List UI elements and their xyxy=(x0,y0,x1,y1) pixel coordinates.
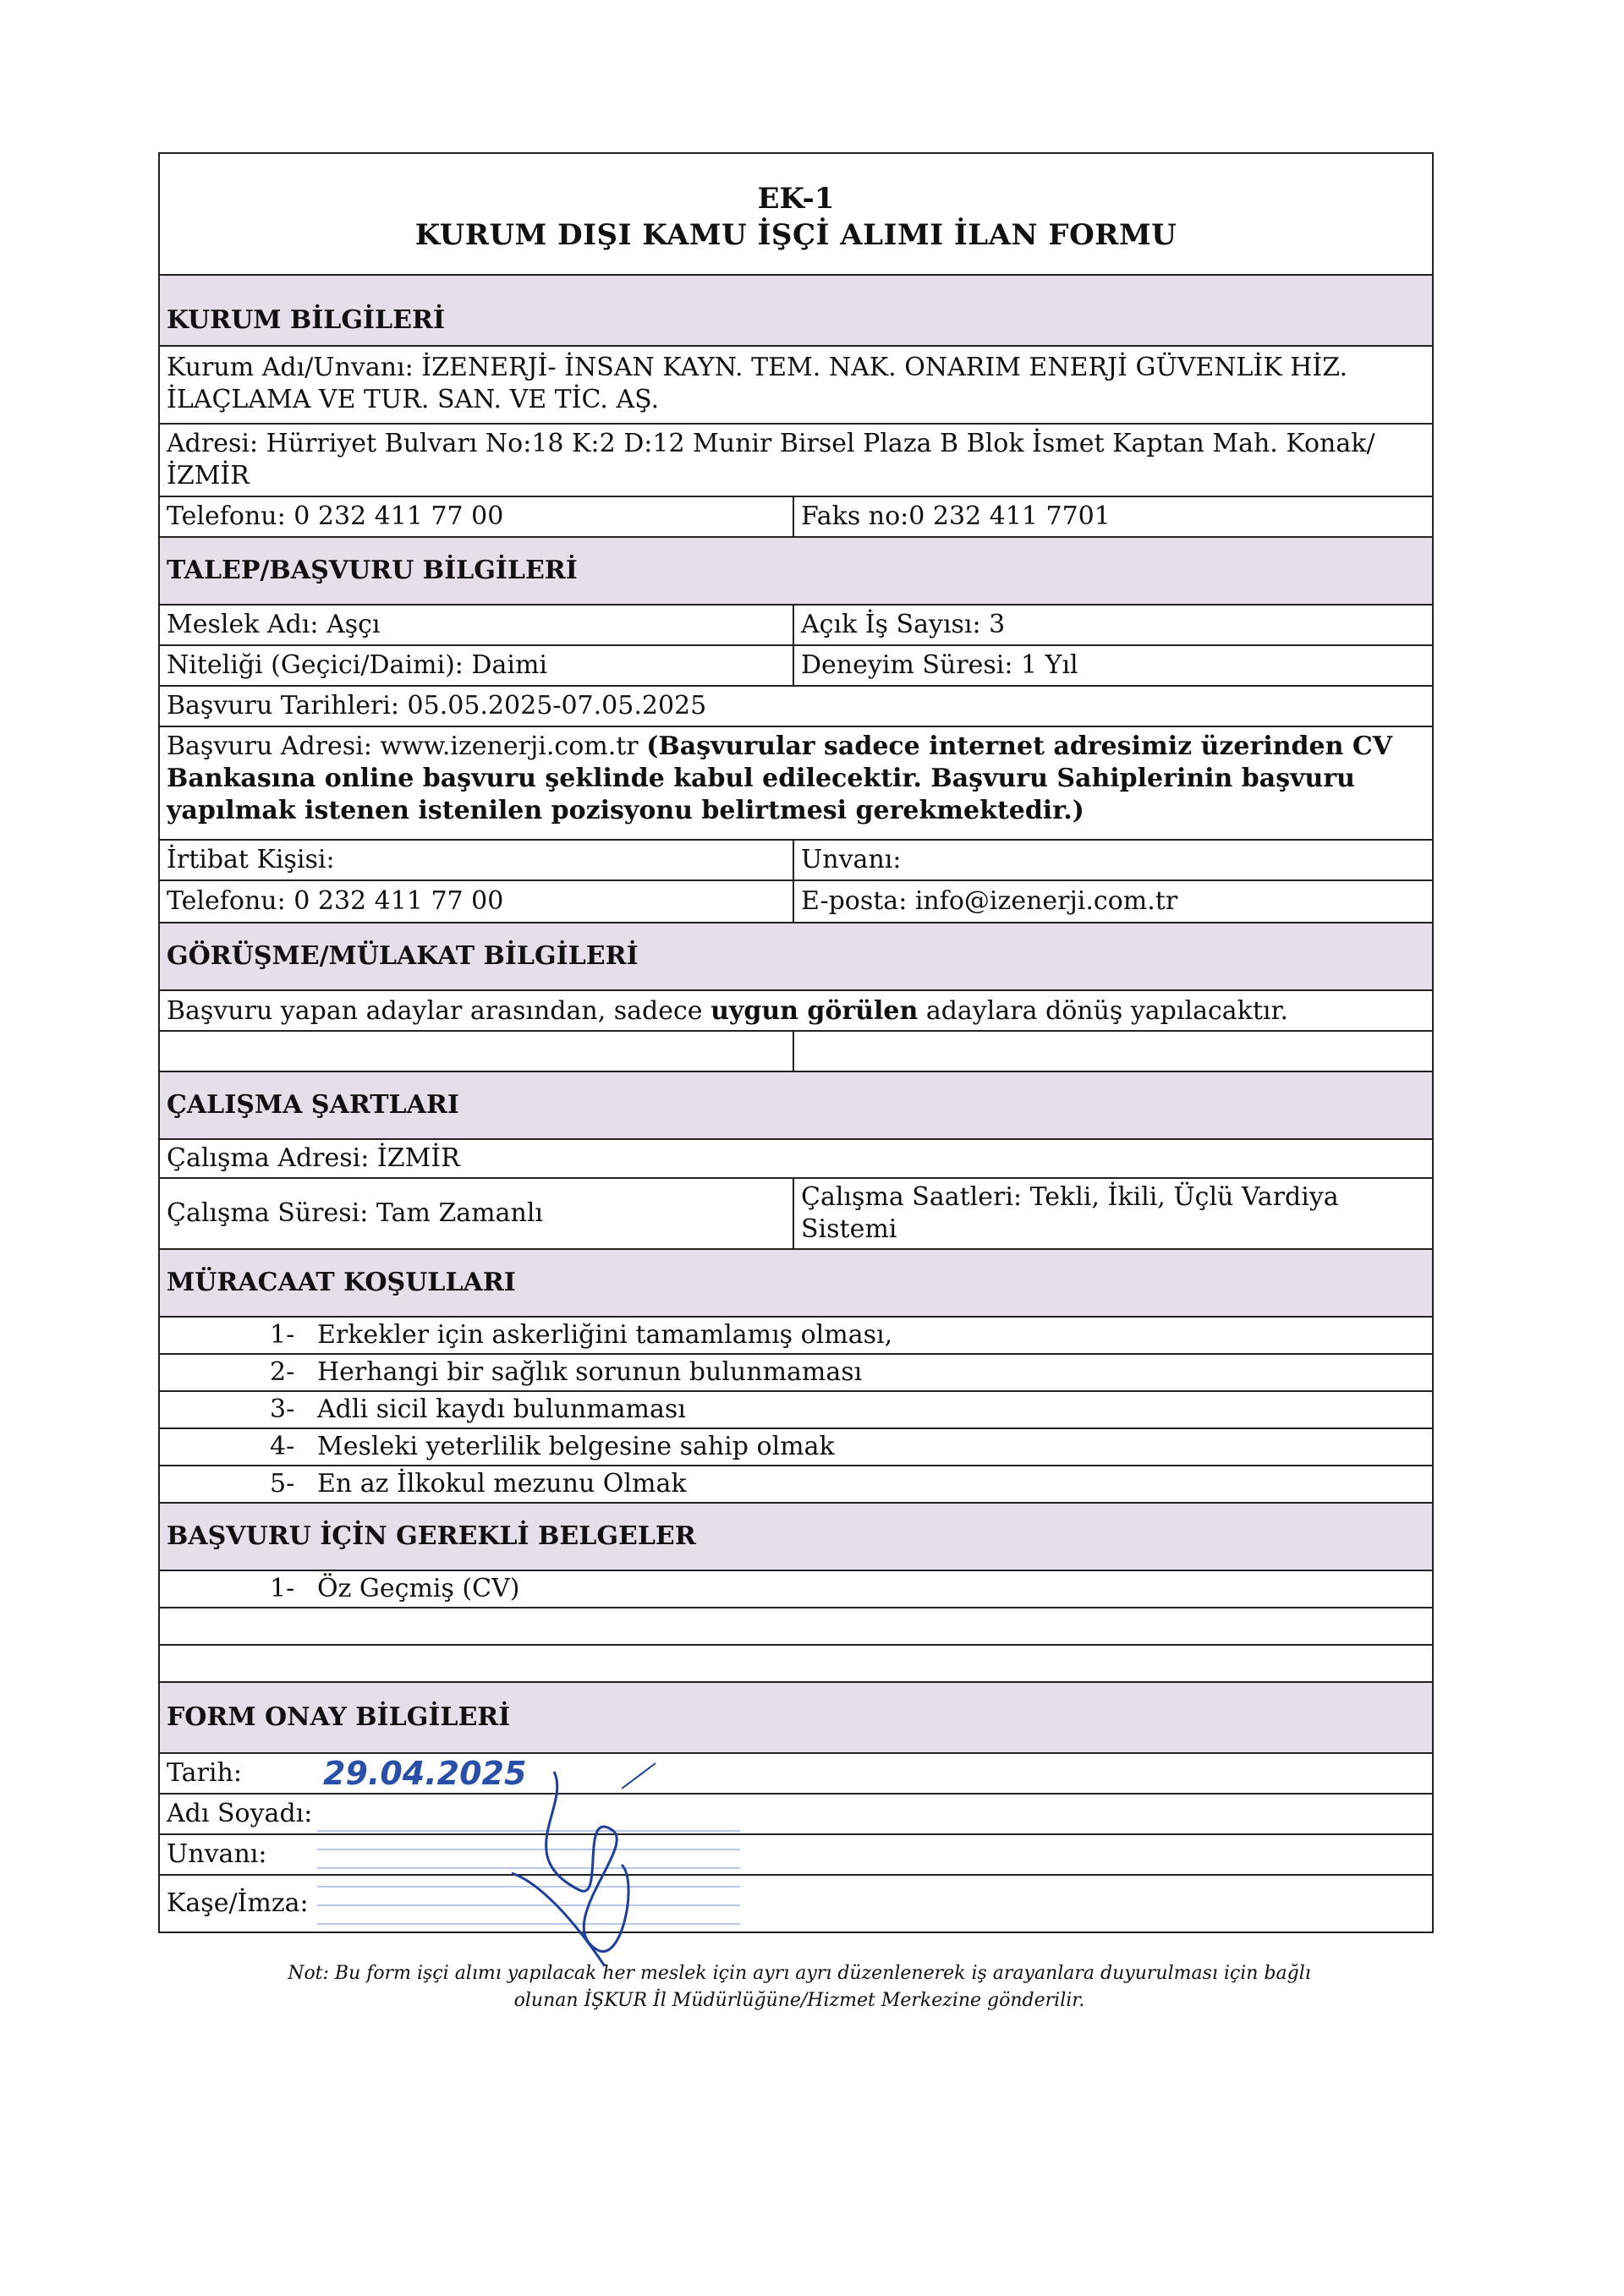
belgeler-empty-row xyxy=(160,1607,1432,1644)
form-code: EK-1 xyxy=(757,182,835,216)
deneyim-suresi: Deneyim Süresi: 1 Yıl xyxy=(801,650,1078,680)
gorusme-text-c: adaylara dönüş yapılacaktır. xyxy=(918,996,1289,1026)
calisma-sure-row xyxy=(160,1177,1432,1248)
empty-cell xyxy=(160,1608,1432,1644)
adsoyad-label: Adı Soyadı: xyxy=(167,1799,313,1828)
item-text: En az İlkokul mezunu Olmak xyxy=(317,1469,687,1499)
irtibat-row xyxy=(160,839,1432,879)
kurum-faks: Faks no:0 232 411 7701 xyxy=(801,501,1111,531)
talep-row-3 xyxy=(160,685,1432,726)
talep-iletisim-row xyxy=(160,879,1432,922)
kurum-telefon: Telefonu: 0 232 411 77 00 xyxy=(160,497,794,536)
gorusme-text xyxy=(160,991,1432,1030)
item-number: 1- xyxy=(270,1574,295,1603)
section-title-onay: FORM ONAY BİLGİLERİ xyxy=(160,1683,1432,1752)
kurum-iletisim-row xyxy=(160,496,1432,536)
company-stamp-signature xyxy=(300,1755,774,1992)
talep-telefon: Telefonu: 0 232 411 77 00 xyxy=(160,881,794,922)
basvuru-tarihleri: Başvuru Tarihleri: 05.05.2025-07.05.2025 xyxy=(167,691,707,721)
muracaat-item xyxy=(160,1353,1432,1390)
empty-cell xyxy=(160,1032,794,1071)
item-text: Öz Geçmiş (CV) xyxy=(317,1574,520,1603)
niteligi: Niteliği (Geçici/Daimi): Daimi xyxy=(160,646,794,685)
section-title-calisma: ÇALIŞMA ŞARTLARI xyxy=(160,1072,1432,1138)
calisma-saatleri: Çalışma Saatleri: Tekli, İkili, Üçlü Vardiya Sistemi xyxy=(801,1182,1339,1244)
kase-label: Kaşe/İmza: xyxy=(167,1888,309,1918)
section-onay xyxy=(160,1681,1432,1752)
section-kurum xyxy=(160,274,1432,345)
muracaat-item xyxy=(160,1316,1432,1353)
irtibat-unvan: Unvanı: xyxy=(801,845,902,874)
section-gorusme xyxy=(160,922,1432,989)
item-text: Mesleki yeterlilik belgesine sahip olmak xyxy=(317,1432,835,1461)
gorusme-text-b: uygun görülen xyxy=(710,996,919,1026)
section-muracaat xyxy=(160,1248,1432,1316)
item-number: 2- xyxy=(270,1357,295,1387)
section-calisma xyxy=(160,1071,1432,1138)
muracaat-item xyxy=(160,1465,1432,1502)
calisma-adresi: Çalışma Adresi: İZMİR xyxy=(167,1143,460,1173)
meslek-adi: Meslek Adı: Aşçı xyxy=(160,606,794,644)
kurum-adres: Adresi: Hürriyet Bulvarı No:18 K:2 D:12 Munir Birsel Plaza B Blok İsmet Kaptan Mah. Konak/ İZMİR xyxy=(167,429,1375,490)
basvuru-adresi-label: Başvuru Adresi: www.izenerji.com.tr xyxy=(167,732,639,761)
tarih-label: Tarih: xyxy=(167,1758,242,1788)
basvuru-adresi-aciklama: (Başvurular sadece internet adresimiz üzerinden CV Bankasına online başvuru şeklinde kabul edilecektir. Başvuru Sahiplerinin başvuru yapılmak istenen istenilen pozisyonu belirtmesi gerekmektedir.) xyxy=(167,732,1393,825)
form-header xyxy=(160,154,1432,274)
section-title-kurum: KURUM BİLGİLERİ xyxy=(160,276,1432,345)
item-number: 1- xyxy=(270,1320,295,1350)
calisma-suresi: Çalışma Süresi: Tam Zamanlı xyxy=(160,1179,794,1248)
belgeler-empty-row xyxy=(160,1644,1432,1681)
footnote xyxy=(195,1960,1404,2014)
belgeler-item-content xyxy=(160,1571,1432,1607)
muracaat-item-content xyxy=(160,1429,1432,1465)
item-number: 4- xyxy=(270,1432,295,1461)
muracaat-item xyxy=(160,1390,1432,1427)
section-belgeler xyxy=(160,1502,1432,1570)
signature-tick xyxy=(622,1763,656,1789)
empty-cell xyxy=(794,1032,1432,1071)
belgeler-item xyxy=(160,1570,1432,1607)
gorusme-text-a: Başvuru yapan adaylar arasından, sadece xyxy=(167,996,711,1026)
unvan-label: Unvanı: xyxy=(167,1839,267,1869)
item-number: 3- xyxy=(270,1395,295,1424)
section-talep xyxy=(160,536,1432,604)
acik-is-sayisi: Açık İş Sayısı: 3 xyxy=(801,610,1006,639)
kurum-adi: Kurum Adı/Unvanı: İZENERJİ- İNSAN KAYN. TEM. NAK. ONARIM ENERJİ GÜVENLİK HİZ. İLAÇLAMA VE TUR. SAN. VE TİC. AŞ. xyxy=(167,353,1348,414)
section-title-talep: TALEP/BAŞVURU BİLGİLERİ xyxy=(160,538,1432,604)
item-text: Erkekler için askerliğini tamamlamış olması, xyxy=(317,1320,893,1350)
section-title-muracaat: MÜRACAAT KOŞULLARI xyxy=(160,1250,1432,1316)
basvuru-adresi-row xyxy=(160,726,1432,839)
gorusme-text-row xyxy=(160,989,1432,1030)
irtibat-kisisi: İrtibat Kişisi: xyxy=(160,841,794,879)
item-text: Herhangi bir sağlık sorunun bulunmaması xyxy=(317,1357,863,1387)
gorusme-empty-row xyxy=(160,1030,1432,1071)
form-title: KURUM DIŞI KAMU İŞÇİ ALIMI İLAN FORMU xyxy=(414,218,1177,252)
muracaat-item xyxy=(160,1427,1432,1465)
footnote-line-2: olunan İŞKUR İl Müdürlüğüne/Hizmet Merkezine gönderilir. xyxy=(513,1990,1085,2011)
job-posting-form xyxy=(158,152,1434,1933)
empty-cell xyxy=(160,1646,1432,1681)
muracaat-item-content xyxy=(160,1392,1432,1427)
tarih-handwritten: 29.04.2025 xyxy=(323,1755,527,1792)
kurum-adi-row xyxy=(160,345,1432,423)
talep-eposta: E-posta: info@izenerji.com.tr xyxy=(801,886,1178,916)
kurum-adres-row xyxy=(160,423,1432,496)
muracaat-item-content xyxy=(160,1355,1432,1390)
basvuru-adresi xyxy=(160,727,1432,839)
item-number: 5- xyxy=(270,1469,295,1499)
signature-stroke xyxy=(512,1772,628,1966)
footnote-line-1: Not: Bu form işçi alımı yapılacak her meslek için ayrı ayrı düzenlenerek iş arayanlara duyurulması için bağlı xyxy=(288,1963,1311,1984)
calisma-adres-row xyxy=(160,1138,1432,1177)
section-title-gorusme: GÖRÜŞME/MÜLAKAT BİLGİLERİ xyxy=(160,923,1432,989)
muracaat-item-content xyxy=(160,1318,1432,1353)
item-text: Adli sicil kaydı bulunmaması xyxy=(317,1395,686,1424)
section-title-belgeler: BAŞVURU İÇİN GEREKLİ BELGELER xyxy=(160,1504,1432,1570)
talep-row-2 xyxy=(160,644,1432,685)
stamp-lines xyxy=(317,1831,740,1924)
muracaat-item-content xyxy=(160,1466,1432,1502)
talep-row-1 xyxy=(160,604,1432,644)
